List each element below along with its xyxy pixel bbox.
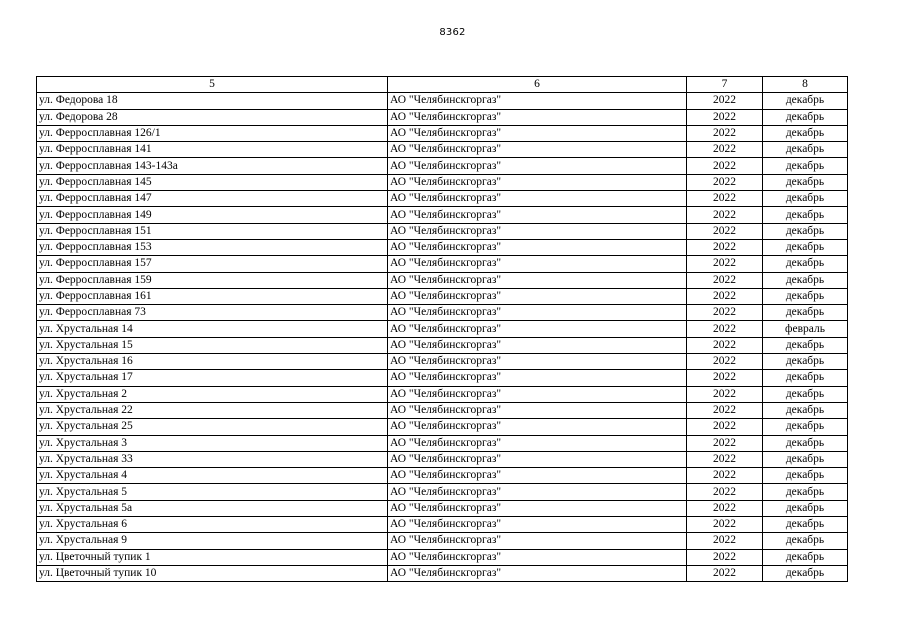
- address-cell: ул. Хрустальная 15: [37, 337, 388, 353]
- month-cell: декабрь: [763, 125, 848, 141]
- table-row: [37, 174, 848, 190]
- table-row: [37, 337, 848, 353]
- table-row: [37, 142, 848, 158]
- organization-cell: АО "Челябинскгоргаз": [388, 174, 687, 190]
- table-row: [37, 386, 848, 402]
- year-cell: 2022: [687, 272, 763, 288]
- organization-cell: АО "Челябинскгоргаз": [388, 158, 687, 174]
- table-row: [37, 435, 848, 451]
- organization-cell: АО "Челябинскгоргаз": [388, 549, 687, 565]
- address-cell: ул. Хрустальная 9: [37, 533, 388, 549]
- table-row: [37, 125, 848, 141]
- table-row: [37, 93, 848, 109]
- table-row: [37, 191, 848, 207]
- address-cell: ул. Цветочный тупик 1: [37, 549, 388, 565]
- year-cell: 2022: [687, 484, 763, 500]
- year-cell: 2022: [687, 239, 763, 255]
- table-body: [37, 93, 848, 582]
- year-cell: 2022: [687, 468, 763, 484]
- year-cell: 2022: [687, 451, 763, 467]
- year-cell: 2022: [687, 207, 763, 223]
- year-cell: 2022: [687, 337, 763, 353]
- year-cell: 2022: [687, 158, 763, 174]
- year-cell: 2022: [687, 533, 763, 549]
- table-row: [37, 533, 848, 549]
- organization-cell: АО "Челябинскгоргаз": [388, 402, 687, 418]
- address-cell: ул. Хрустальная 2: [37, 386, 388, 402]
- year-cell: 2022: [687, 109, 763, 125]
- address-cell: ул. Ферросплавная 147: [37, 191, 388, 207]
- month-cell: декабрь: [763, 517, 848, 533]
- month-cell: декабрь: [763, 191, 848, 207]
- month-cell: декабрь: [763, 109, 848, 125]
- month-cell: декабрь: [763, 337, 848, 353]
- month-cell: декабрь: [763, 419, 848, 435]
- month-cell: декабрь: [763, 370, 848, 386]
- address-cell: ул. Ферросплавная 151: [37, 223, 388, 239]
- month-cell: декабрь: [763, 435, 848, 451]
- table-row: [37, 239, 848, 255]
- organization-cell: АО "Челябинскгоргаз": [388, 272, 687, 288]
- month-cell: февраль: [763, 321, 848, 337]
- year-cell: 2022: [687, 402, 763, 418]
- address-cell: ул. Хрустальная 16: [37, 354, 388, 370]
- month-cell: декабрь: [763, 239, 848, 255]
- year-cell: 2022: [687, 288, 763, 304]
- month-cell: декабрь: [763, 288, 848, 304]
- address-cell: ул. Ферросплавная 143-143а: [37, 158, 388, 174]
- table-row: [37, 109, 848, 125]
- address-cell: ул. Хрустальная 5: [37, 484, 388, 500]
- address-cell: ул. Хрустальная 33: [37, 451, 388, 467]
- organization-cell: АО "Челябинскгоргаз": [388, 386, 687, 402]
- month-cell: декабрь: [763, 468, 848, 484]
- address-cell: ул. Цветочный тупик 10: [37, 565, 388, 581]
- organization-cell: АО "Челябинскгоргаз": [388, 565, 687, 581]
- organization-cell: АО "Челябинскгоргаз": [388, 239, 687, 255]
- month-cell: декабрь: [763, 142, 848, 158]
- organization-cell: АО "Челябинскгоргаз": [388, 533, 687, 549]
- year-cell: 2022: [687, 223, 763, 239]
- address-cell: ул. Хрустальная 22: [37, 402, 388, 418]
- address-cell: ул. Хрустальная 6: [37, 517, 388, 533]
- organization-cell: АО "Челябинскгоргаз": [388, 354, 687, 370]
- year-cell: 2022: [687, 517, 763, 533]
- address-cell: ул. Хрустальная 17: [37, 370, 388, 386]
- year-cell: 2022: [687, 549, 763, 565]
- month-cell: декабрь: [763, 93, 848, 109]
- organization-cell: АО "Челябинскгоргаз": [388, 468, 687, 484]
- organization-cell: АО "Челябинскгоргаз": [388, 419, 687, 435]
- address-cell: ул. Ферросплавная 153: [37, 239, 388, 255]
- year-cell: 2022: [687, 354, 763, 370]
- organization-cell: АО "Челябинскгоргаз": [388, 125, 687, 141]
- organization-cell: АО "Челябинскгоргаз": [388, 223, 687, 239]
- month-cell: декабрь: [763, 484, 848, 500]
- column-header-6: 6: [388, 77, 687, 93]
- year-cell: 2022: [687, 386, 763, 402]
- table-row: [37, 468, 848, 484]
- table-row: [37, 419, 848, 435]
- table-row: [37, 484, 848, 500]
- address-cell: ул. Ферросплавная 141: [37, 142, 388, 158]
- month-cell: декабрь: [763, 386, 848, 402]
- table-row: [37, 321, 848, 337]
- year-cell: 2022: [687, 191, 763, 207]
- month-cell: декабрь: [763, 256, 848, 272]
- organization-cell: АО "Челябинскгоргаз": [388, 321, 687, 337]
- table-row: [37, 288, 848, 304]
- table-row: [37, 158, 848, 174]
- column-header-8: 8: [763, 77, 848, 93]
- year-cell: 2022: [687, 565, 763, 581]
- address-cell: ул. Ферросплавная 159: [37, 272, 388, 288]
- gas-service-table: [36, 76, 848, 582]
- table-row: [37, 402, 848, 418]
- organization-cell: АО "Челябинскгоргаз": [388, 484, 687, 500]
- year-cell: 2022: [687, 174, 763, 190]
- address-cell: ул. Ферросплавная 145: [37, 174, 388, 190]
- year-cell: 2022: [687, 142, 763, 158]
- month-cell: декабрь: [763, 354, 848, 370]
- table-row: [37, 223, 848, 239]
- address-cell: ул. Ферросплавная 149: [37, 207, 388, 223]
- month-cell: декабрь: [763, 272, 848, 288]
- organization-cell: АО "Челябинскгоргаз": [388, 207, 687, 223]
- organization-cell: АО "Челябинскгоргаз": [388, 256, 687, 272]
- header-row: [37, 77, 848, 93]
- table-row: [37, 207, 848, 223]
- month-cell: декабрь: [763, 500, 848, 516]
- month-cell: декабрь: [763, 174, 848, 190]
- month-cell: декабрь: [763, 402, 848, 418]
- year-cell: 2022: [687, 93, 763, 109]
- year-cell: 2022: [687, 370, 763, 386]
- table-row: [37, 370, 848, 386]
- month-cell: декабрь: [763, 549, 848, 565]
- table-row: [37, 500, 848, 516]
- year-cell: 2022: [687, 321, 763, 337]
- organization-cell: АО "Челябинскгоргаз": [388, 142, 687, 158]
- address-cell: ул. Ферросплавная 157: [37, 256, 388, 272]
- column-header-7: 7: [687, 77, 763, 93]
- table-row: [37, 354, 848, 370]
- year-cell: 2022: [687, 305, 763, 321]
- organization-cell: АО "Челябинскгоргаз": [388, 435, 687, 451]
- year-cell: 2022: [687, 125, 763, 141]
- page-number: 8362: [439, 27, 466, 38]
- month-cell: декабрь: [763, 158, 848, 174]
- address-cell: ул. Ферросплавная 73: [37, 305, 388, 321]
- organization-cell: АО "Челябинскгоргаз": [388, 109, 687, 125]
- table-row: [37, 272, 848, 288]
- organization-cell: АО "Челябинскгоргаз": [388, 191, 687, 207]
- table-header: [37, 77, 848, 93]
- organization-cell: АО "Челябинскгоргаз": [388, 451, 687, 467]
- address-cell: ул. Хрустальная 14: [37, 321, 388, 337]
- address-cell: ул. Хрустальная 25: [37, 419, 388, 435]
- month-cell: декабрь: [763, 565, 848, 581]
- organization-cell: АО "Челябинскгоргаз": [388, 370, 687, 386]
- address-cell: ул. Хрустальная 5а: [37, 500, 388, 516]
- table-row: [37, 517, 848, 533]
- organization-cell: АО "Челябинскгоргаз": [388, 517, 687, 533]
- address-cell: ул. Федорова 18: [37, 93, 388, 109]
- month-cell: декабрь: [763, 223, 848, 239]
- address-cell: ул. Ферросплавная 126/1: [37, 125, 388, 141]
- year-cell: 2022: [687, 500, 763, 516]
- year-cell: 2022: [687, 419, 763, 435]
- table-row: [37, 549, 848, 565]
- organization-cell: АО "Челябинскгоргаз": [388, 500, 687, 516]
- table-row: [37, 451, 848, 467]
- address-cell: ул. Хрустальная 3: [37, 435, 388, 451]
- table-row: [37, 305, 848, 321]
- year-cell: 2022: [687, 256, 763, 272]
- column-header-5: 5: [37, 77, 388, 93]
- organization-cell: АО "Челябинскгоргаз": [388, 288, 687, 304]
- address-cell: ул. Ферросплавная 161: [37, 288, 388, 304]
- organization-cell: АО "Челябинскгоргаз": [388, 305, 687, 321]
- address-cell: ул. Федорова 28: [37, 109, 388, 125]
- month-cell: декабрь: [763, 305, 848, 321]
- month-cell: декабрь: [763, 451, 848, 467]
- table-row: [37, 565, 848, 581]
- year-cell: 2022: [687, 435, 763, 451]
- table-row: [37, 256, 848, 272]
- month-cell: декабрь: [763, 207, 848, 223]
- address-cell: ул. Хрустальная 4: [37, 468, 388, 484]
- organization-cell: АО "Челябинскгоргаз": [388, 93, 687, 109]
- month-cell: декабрь: [763, 533, 848, 549]
- organization-cell: АО "Челябинскгоргаз": [388, 337, 687, 353]
